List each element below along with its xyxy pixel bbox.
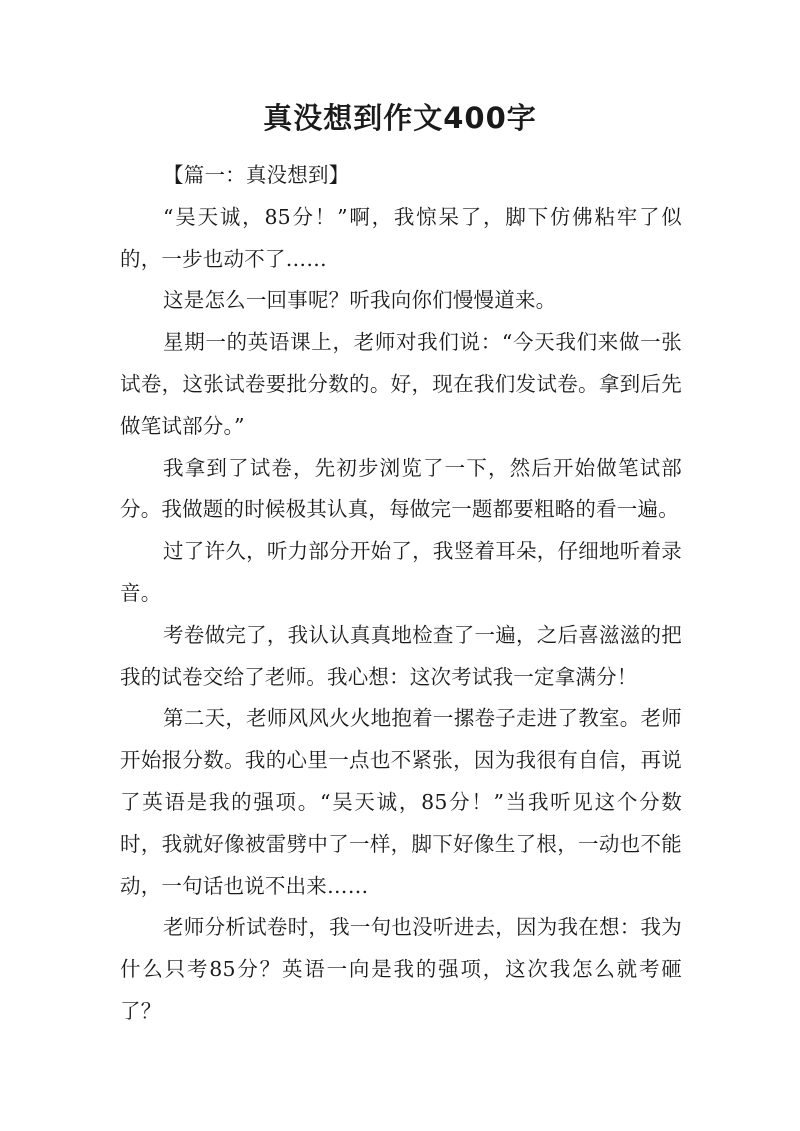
paragraph: 星期一的英语课上，老师对我们说：“今天我们来做一张试卷，这张试卷要批分数的。好，现在我们发试卷。拿到后先做笔试部分。” bbox=[120, 330, 682, 438]
paragraph: 我拿到了试卷，先初步浏览了一下，然后开始做笔试部分。我做题的时候极其认真，每做完一题都要粗略的看一遍。 bbox=[120, 455, 682, 522]
document-body bbox=[120, 155, 682, 1033]
paragraph: 这是怎么一回事呢？听我向你们慢慢道来。 bbox=[163, 288, 557, 313]
paragraph: 老师分析试卷时，我一句也没听进去，因为我在想：我为什么只考85分？英语一向是我的强项，这次我怎么就考砸了？ bbox=[120, 915, 682, 1023]
paragraph: “吴天诚，85分！”啊，我惊呆了，脚下仿佛粘牢了似的，一步也动不了…… bbox=[120, 204, 682, 271]
paragraph: 过了许久，听力部分开始了，我竖着耳朵，仔细地听着录音。 bbox=[120, 539, 682, 605]
paragraph: 第二天，老师风风火火地抱着一摞卷子走进了教室。老师开始报分数。我的心里一点也不紧张，因为我很有自信，再说了英语是我的强项。“吴天诚，85分！”当我听见这个分数时，我就好像被雷劈中了一样，脚下好像生了根，一动也不能动，一句话也说不出来…… bbox=[120, 706, 682, 898]
paragraph-section-heading: 【篇一：真没想到】 bbox=[163, 163, 350, 187]
paragraph: 考卷做完了，我认认真真地检查了一遍，之后喜滋滋的把我的试卷交给了老师。我心想：这次考试我一定拿满分！ bbox=[120, 622, 682, 689]
document-title: 真没想到作文400字 bbox=[263, 101, 537, 135]
